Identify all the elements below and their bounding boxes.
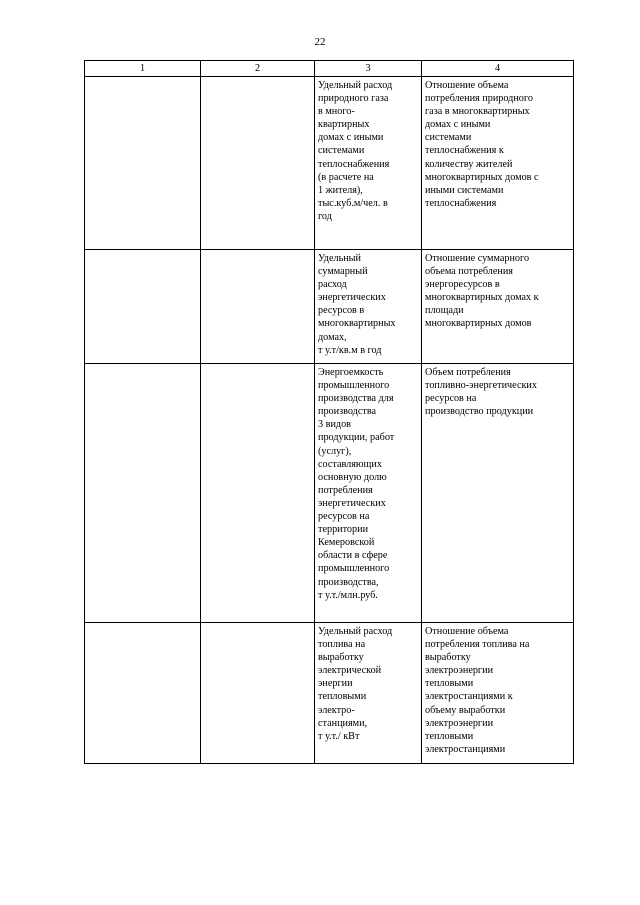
cell-text-line: топлива на	[318, 639, 366, 651]
cell-text-line: ресурсов на	[318, 511, 370, 523]
header-row	[85, 61, 574, 77]
cell-text-line: (услуг),	[318, 445, 352, 457]
cell-text-line: территории	[318, 524, 369, 536]
cell-text-line: 1 жителя),	[318, 184, 363, 196]
cell-text-line: промышленного	[318, 563, 390, 575]
calculation-method-cell	[422, 250, 574, 364]
cell-text-line: тепловыми	[318, 691, 367, 703]
cell-col-1	[85, 77, 201, 250]
header-col-2: 2	[201, 61, 315, 77]
cell-col-2	[201, 364, 315, 623]
cell-text-line: расход	[318, 279, 347, 291]
cell-text-line: потребления	[318, 484, 373, 496]
calculation-method-cell	[422, 77, 574, 250]
cell-text-line: суммарный	[318, 266, 368, 278]
cell-text-line: энергетических	[318, 292, 386, 304]
indicator-cell	[315, 77, 422, 250]
cell-text-line: тепловыми	[425, 678, 474, 690]
cell-text-line: Энергоемкость	[318, 367, 384, 378]
cell-text-line: газа в многоквартирных	[425, 106, 530, 118]
cell-text-line: теплоснабжения	[318, 158, 390, 170]
cell-text-line: Удельный расход	[318, 80, 393, 91]
cell-text-line: энергетических	[318, 497, 386, 509]
cell-col-2	[201, 250, 315, 364]
cell-text-line: год	[318, 210, 332, 222]
cell-col-1	[85, 623, 201, 764]
cell-text-line: иными системами	[425, 184, 504, 196]
cell-text-line: выработку	[425, 652, 471, 664]
cell-text-line: составляющих	[318, 458, 382, 470]
cell-text-line: потребления топлива на	[425, 639, 530, 651]
indicators-table	[84, 60, 574, 764]
cell-text-line: тыс.куб.м/чел. в	[318, 197, 388, 209]
cell-text-line: домах,	[318, 331, 347, 343]
cell-text-line: количеству жителей	[425, 158, 513, 170]
cell-text-line: топливно-энергетических	[425, 380, 537, 392]
header-col-3: 3	[315, 61, 422, 77]
cell-text-line: Объем потребления	[425, 367, 511, 378]
cell-text-line: электростанциями	[425, 743, 506, 755]
cell-text-line: ресурсов в	[318, 305, 365, 317]
cell-text-line: объему выработки	[425, 704, 506, 716]
cell-text-line: домах с иными	[318, 132, 384, 144]
cell-text-line: Удельный	[318, 253, 361, 264]
header-col-1: 1	[85, 61, 201, 77]
cell-text-line: выработку	[318, 652, 364, 664]
cell-text-line: производство продукции	[425, 406, 534, 418]
cell-text-line: электрической	[318, 665, 382, 677]
cell-text-line: 3 видов	[318, 419, 351, 431]
cell-text-line: энергоресурсов в	[425, 279, 500, 291]
cell-text-line: ресурсов на	[425, 393, 477, 405]
cell-text-line: производства	[318, 406, 377, 418]
cell-text-line: т у.т./млн.руб.	[318, 589, 378, 601]
cell-text-line: Отношение объема	[425, 80, 509, 91]
cell-text-line: электростанциями к	[425, 691, 513, 703]
cell-text-line: т у.т./ кВт	[318, 730, 360, 742]
cell-text-line: продукции, работ	[318, 432, 395, 444]
cell-col-1	[85, 364, 201, 623]
cell-text-line: Кемеровской	[318, 537, 375, 549]
cell-text-line: области в сфере	[318, 550, 388, 562]
calculation-method-cell	[422, 364, 574, 623]
cell-text-line: потребления природного	[425, 93, 533, 105]
cell-text-line: электроэнергии	[425, 665, 494, 677]
indicator-cell	[315, 250, 422, 364]
calculation-method-cell	[422, 623, 574, 764]
cell-col-2	[201, 623, 315, 764]
cell-text-line: объема потребления	[425, 266, 513, 278]
cell-text-line: домах с иными	[425, 119, 491, 131]
cell-text-line: (в расчете на	[318, 171, 374, 183]
cell-text-line: электро-	[318, 704, 355, 716]
cell-text-line: станциями,	[318, 717, 368, 729]
table-row	[85, 623, 574, 764]
header-col-4: 4	[422, 61, 574, 77]
cell-text-line: Отношение объема	[425, 626, 509, 637]
cell-text-line: системами	[318, 145, 365, 157]
table-row	[85, 364, 574, 623]
indicator-cell	[315, 623, 422, 764]
table-row	[85, 77, 574, 250]
cell-text-line: теплоснабжения	[425, 197, 497, 209]
cell-text-line: основную долю	[318, 471, 387, 483]
cell-text-line: многоквартирных домов	[425, 318, 532, 330]
cell-text-line: производства для	[318, 393, 394, 405]
cell-text-line: Отношение суммарного	[425, 253, 530, 264]
indicator-cell	[315, 364, 422, 623]
cell-text-line: производства,	[318, 576, 379, 588]
cell-text-line: промышленного	[318, 380, 390, 392]
cell-text-line: многоквартирных домах к	[425, 292, 539, 304]
cell-text-line: электроэнергии	[425, 717, 494, 729]
cell-text-line: Удельный расход	[318, 626, 393, 637]
cell-text-line: многоквартирных	[318, 318, 396, 330]
cell-text-line: тепловыми	[425, 730, 474, 742]
page-number: 22	[314, 36, 326, 48]
cell-text-line: в много-	[318, 106, 355, 118]
cell-col-1	[85, 250, 201, 364]
cell-text-line: теплоснабжения к	[425, 145, 504, 157]
cell-col-2	[201, 77, 315, 250]
cell-text-line: природного газа	[318, 93, 389, 105]
cell-text-line: многоквартирных домов с	[425, 171, 539, 183]
cell-text-line: системами	[425, 132, 472, 144]
table-row	[85, 250, 574, 364]
cell-text-line: площади	[425, 305, 464, 317]
cell-text-line: квартирных	[318, 119, 370, 131]
cell-text-line: энергии	[318, 678, 353, 690]
cell-text-line: т у.т/кв.м в год	[318, 344, 382, 356]
